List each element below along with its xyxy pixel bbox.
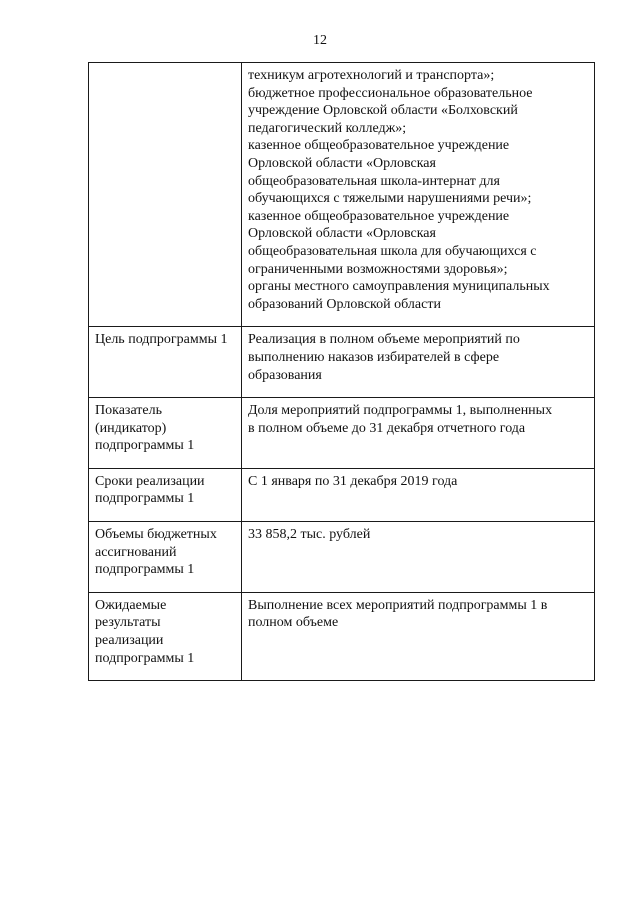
row-label-line: подпрограммы 1 bbox=[95, 562, 195, 578]
row-value-cell bbox=[242, 398, 595, 469]
row-label-line: подпрограммы 1 bbox=[95, 491, 195, 507]
subprogram-passport-table bbox=[88, 62, 595, 681]
table-row bbox=[89, 468, 595, 521]
row-label-line: подпрограммы 1 bbox=[95, 438, 195, 454]
row-label-line: подпрограммы 1 bbox=[95, 650, 195, 666]
row-label-line: ассигнований bbox=[95, 544, 177, 560]
table-row bbox=[89, 522, 595, 593]
row-label-cell bbox=[89, 522, 242, 593]
row-value-line: обучающихся с тяжелыми нарушениями речи»; bbox=[248, 191, 532, 207]
row-value-line: органы местного самоуправления муниципальных bbox=[248, 279, 550, 295]
row-value-line: в полном объеме до 31 декабря отчетного года bbox=[248, 420, 526, 436]
row-label-cell bbox=[89, 398, 242, 469]
row-value-cell bbox=[242, 63, 595, 327]
row-value-line: образований Орловской области bbox=[248, 296, 441, 312]
row-label-line: Объемы бюджетных bbox=[95, 527, 217, 543]
row-value-line: 33 858,2 тыс. рублей bbox=[248, 527, 371, 543]
table-row bbox=[89, 63, 595, 327]
row-label-line: реализации bbox=[95, 633, 164, 649]
row-value-line: техникум агротехнологий и транспорта»; bbox=[248, 68, 495, 83]
row-value-line: казенное общеобразовательное учреждение bbox=[248, 208, 510, 224]
row-value-line: ограниченными возможностями здоровья»; bbox=[248, 261, 508, 277]
row-value-line: выполнению наказов избирателей в сфере bbox=[248, 349, 500, 365]
page-number: 12 bbox=[313, 33, 327, 48]
passport-table-body bbox=[89, 63, 595, 681]
row-value-cell bbox=[242, 327, 595, 398]
row-value-line: полном объеме bbox=[248, 615, 339, 631]
row-value-line: Реализация в полном объеме мероприятий по bbox=[248, 332, 520, 348]
row-value-line: казенное общеобразовательное учреждение bbox=[248, 138, 510, 154]
row-value-line: педагогический колледж»; bbox=[248, 120, 407, 136]
row-value-line: Орловской области «Орловская bbox=[248, 226, 436, 242]
row-label-line: результаты bbox=[95, 615, 161, 631]
row-label-cell bbox=[89, 592, 242, 680]
row-value-cell bbox=[242, 522, 595, 593]
row-value-line: С 1 января по 31 декабря 2019 года bbox=[248, 473, 458, 489]
row-label-cell bbox=[89, 327, 242, 398]
row-label-cell bbox=[89, 63, 242, 327]
row-label-line: Показатель bbox=[95, 403, 162, 419]
table-row bbox=[89, 398, 595, 469]
row-value-line: общеобразовательная школа-интернат для bbox=[248, 173, 500, 189]
row-label-line: Ожидаемые bbox=[95, 597, 167, 613]
row-value-line: Доля мероприятий подпрограммы 1, выполненных bbox=[248, 403, 553, 419]
row-value-line: образования bbox=[248, 367, 322, 383]
row-value-line: Орловской области «Орловская bbox=[248, 155, 436, 171]
row-value-line: бюджетное профессиональное образовательное bbox=[248, 85, 533, 101]
table-row bbox=[89, 327, 595, 398]
row-label-line: Цель подпрограммы 1 bbox=[95, 332, 228, 348]
table-row bbox=[89, 592, 595, 680]
row-value-line: учреждение Орловской области «Болховский bbox=[248, 103, 518, 119]
row-value-cell bbox=[242, 468, 595, 521]
row-value-line: общеобразовательная школа для обучающихся с bbox=[248, 243, 537, 259]
row-label-line: (индикатор) bbox=[95, 420, 167, 436]
row-label-line: Сроки реализации bbox=[95, 473, 205, 489]
row-value-cell bbox=[242, 592, 595, 680]
row-value-line: Выполнение всех мероприятий подпрограммы 1 в bbox=[248, 597, 548, 613]
row-label-cell bbox=[89, 468, 242, 521]
